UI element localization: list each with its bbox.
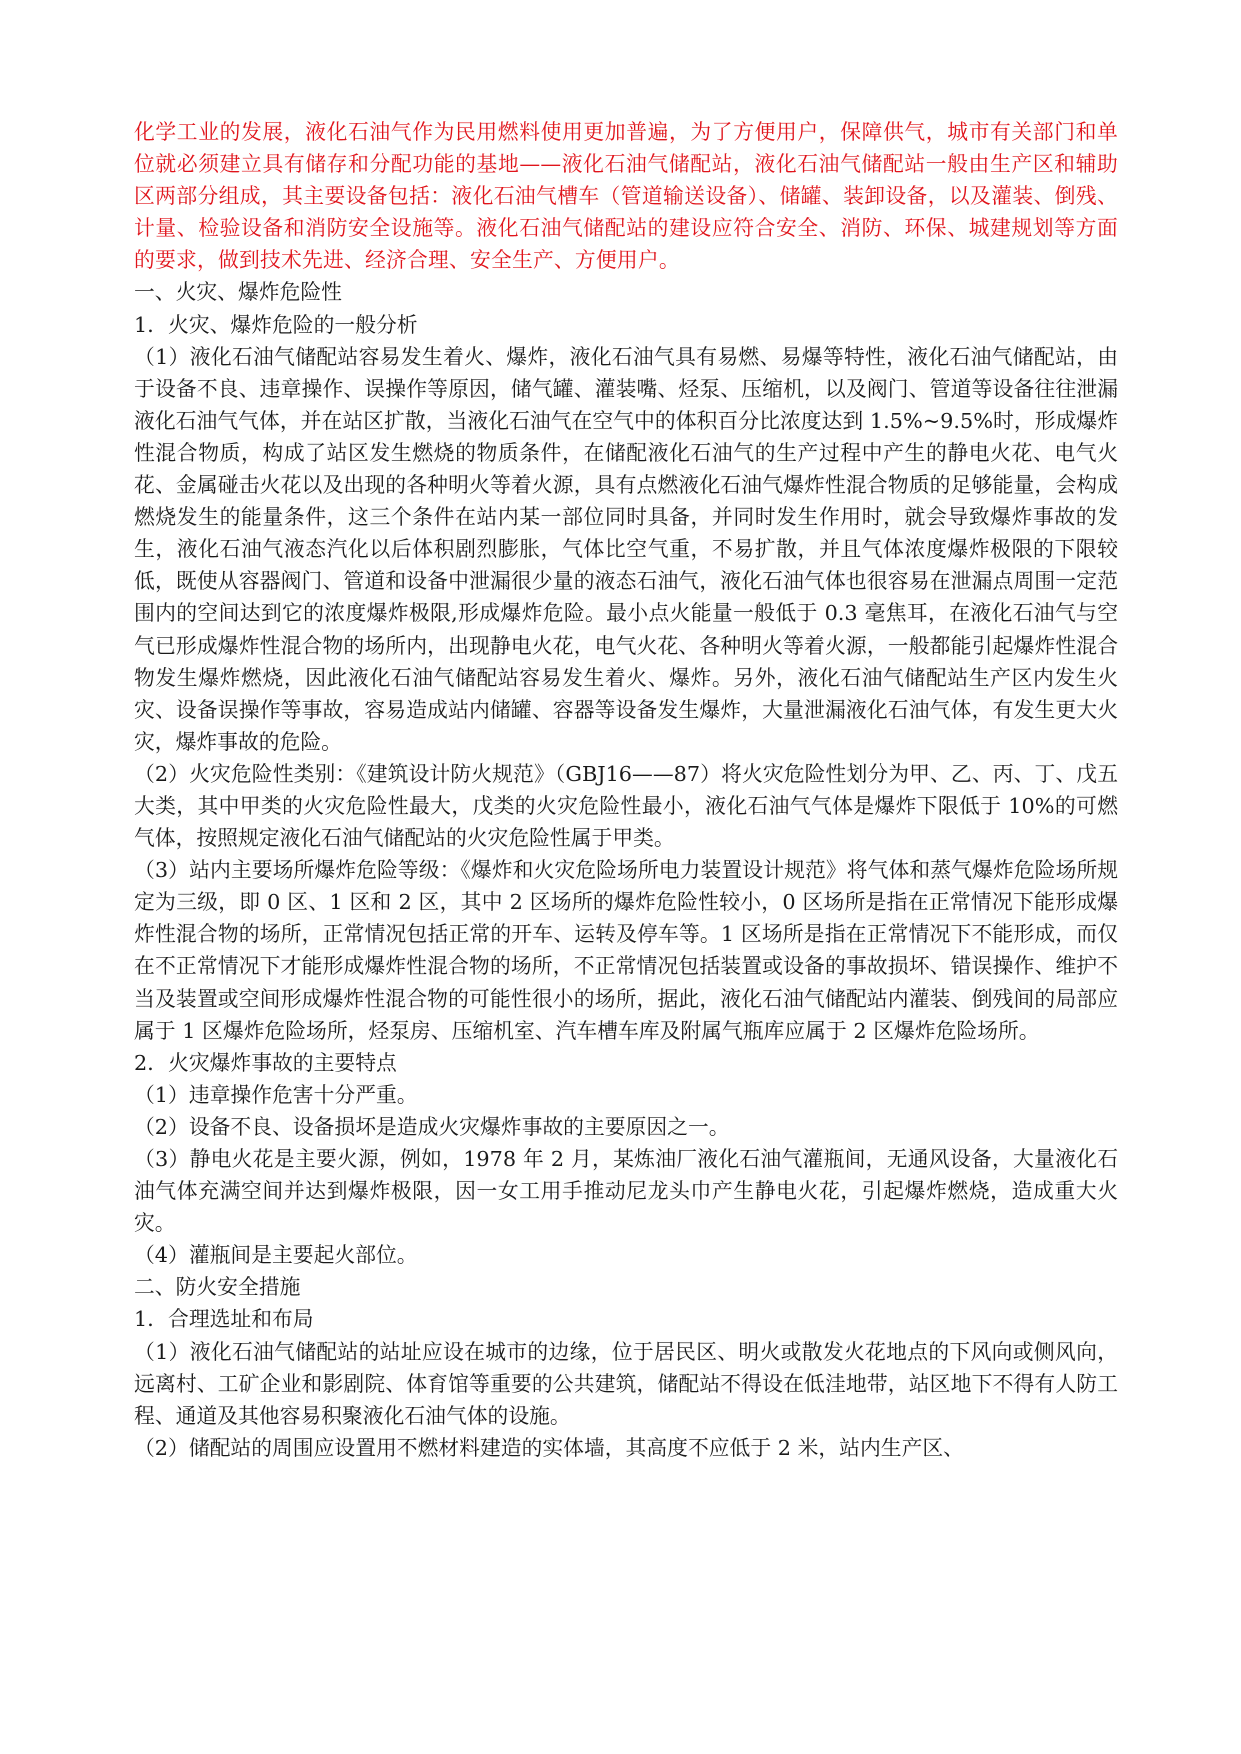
section-2-1-heading: 1．合理选址和布局 [134,1307,314,1332]
section-1-2-paragraph-1: （1）违章操作危害十分严重。 [134,1082,418,1107]
section-2-heading: 二、防火安全措施 [134,1275,301,1300]
section-1-2-paragraph-2: （2）设备不良、设备损坏是造成火灾爆炸事故的主要原因之一。 [134,1114,730,1139]
section-1-heading: 一、火灾、爆炸危险性 [134,280,342,305]
section-1-2-paragraph-4: （4）灌瓶间是主要起火部位。 [134,1243,418,1268]
intro-paragraph: 化学工业的发展，液化石油气作为民用燃料使用更加普遍，为了方便用户，保障供气，城市有关部门和单位就必须建立具有储存和分配功能的基地——液化石油气储配站，液化石油气储配站一般由生产区和辅助区两部分组成，其主要设备包括：液化石油气槽车（管道输送设备）、储罐、装卸设备，以及灌装、倒残、计量、检验设备和消防安全设施等。液化石油气储配站的建设应符合安全、消防、环保、城建规划等方面的要求，做到技术先进、经济合理、安全生产、方便用户。 [134,120,1118,273]
section-1-1-heading: 1．火灾、爆炸危险的一般分析 [134,312,418,337]
section-1-1-paragraph-1: （1）液化石油气储配站容易发生着火、爆炸，液化石油气具有易燃、易爆等特性，液化石油气储配站，由于设备不良、违章操作、误操作等原因，储气罐、灌装嘴、烃泵、压缩机，以及阀门、管道等设备往往泄漏液化石油气气体，并在站区扩散，当液化石油气在空气中的体积百分比浓度达到 1.5%~9.5%时，形成爆炸性混合物质，构成了站区发生燃烧的物质条件，在储配液化石油气的生产过程中产生的静电火花、电气火花、金属碰击火花以及出现的各种明火等着火源，具有点燃液化石油气爆炸性混合物质的足够能量，会构成燃烧发生的能量条件，这三个条件在站内某一部位同时具备，并同时发生作用时，就会导致爆炸事故的发生，液化石油气液态汽化以后体积剧烈膨胀，气体比空气重，不易扩散，并且气体浓度爆炸极限的下限较低，既使从容器阀门、管道和设备中泄漏很少量的液态石油气，液化石油气体也很容易在泄漏点周围一定范围内的空间达到它的浓度爆炸极限,形成爆炸危险。最小点火能量一般低于 0.3 毫焦耳，在液化石油气与空气已形成爆炸性混合物的场所内，出现静电火花，电气火花、各种明火等着火源，一般都能引起爆炸性混合物发生爆炸燃烧，因此液化石油气储配站容易发生着火、爆炸。另外，液化石油气储配站生产区内发生火灾、设备误操作等事故，容易造成站内储罐、容器等设备发生爆炸，大量泄漏液化石油气体，有发生更大火灾，爆炸事故的危险。 [134,344,1118,754]
section-2-1-paragraph-1: （1）液化石油气储配站的站址应设在城市的边缘，位于居民区、明火或散发火花地点的下风向或侧风向，远离村、工矿企业和影剧院、体育馆等重要的公共建筑，储配站不得设在低洼地带，站区地下不得有人防工程、通道及其他容易积聚液化石油气体的设施。 [134,1339,1118,1428]
section-1-2-heading: 2．火灾爆炸事故的主要特点 [134,1050,397,1075]
section-1-2-paragraph-3: （3）静电火花是主要火源，例如，1978 年 2 月，某炼油厂液化石油气灌瓶间，无通风设备，大量液化石油气体充满空间并达到爆炸极限，因一女工用手推动尼龙头巾产生静电火花，引起爆炸燃烧，造成重大火灾。 [134,1147,1118,1236]
section-1-1-paragraph-3: （3）站内主要场所爆炸危险等级：《爆炸和火灾危险场所电力装置设计规范》将气体和蒸气爆炸危险场所规定为三级，即 0 区、1 区和 2 区，其中 2 区场所的爆炸危险性较小，0 区场所是指在正常情况下能形成爆炸性混合物的场所，正常情况包括正常的开车、运转及停车等。1 区场所是指在正常情况下不能形成，而仅在不正常情况下才能形成爆炸性混合物的场所，不正常情况包括装置或设备的事故损坏、错误操作、维护不当及装置或空间形成爆炸性混合物的可能性很小的场所，据此，液化石油气储配站内灌装、倒残间的局部应属于 1 区爆炸危险场所，烃泵房、压缩机室、汽车槽车库及附属气瓶库应属于 2 区爆炸危险场所。 [134,858,1118,1043]
section-2-1-paragraph-2: （2）储配站的周围应设置用不燃材料建造的实体墙，其高度不应低于 2 米，站内生产区、 [134,1435,964,1460]
section-1-1-paragraph-2: （2）火灾危险性类别：《建筑设计防火规范》（GBJ16——87）将火灾危险性划分为甲、乙、丙、丁、戊五大类，其中甲类的火灾危险性最大，戊类的火灾危险性最小，液化石油气气体是爆炸下限低于 10%的可燃气体，按照规定液化石油气储配站的火灾危险性属于甲类。 [134,761,1118,851]
document-page [134,116,1118,1464]
